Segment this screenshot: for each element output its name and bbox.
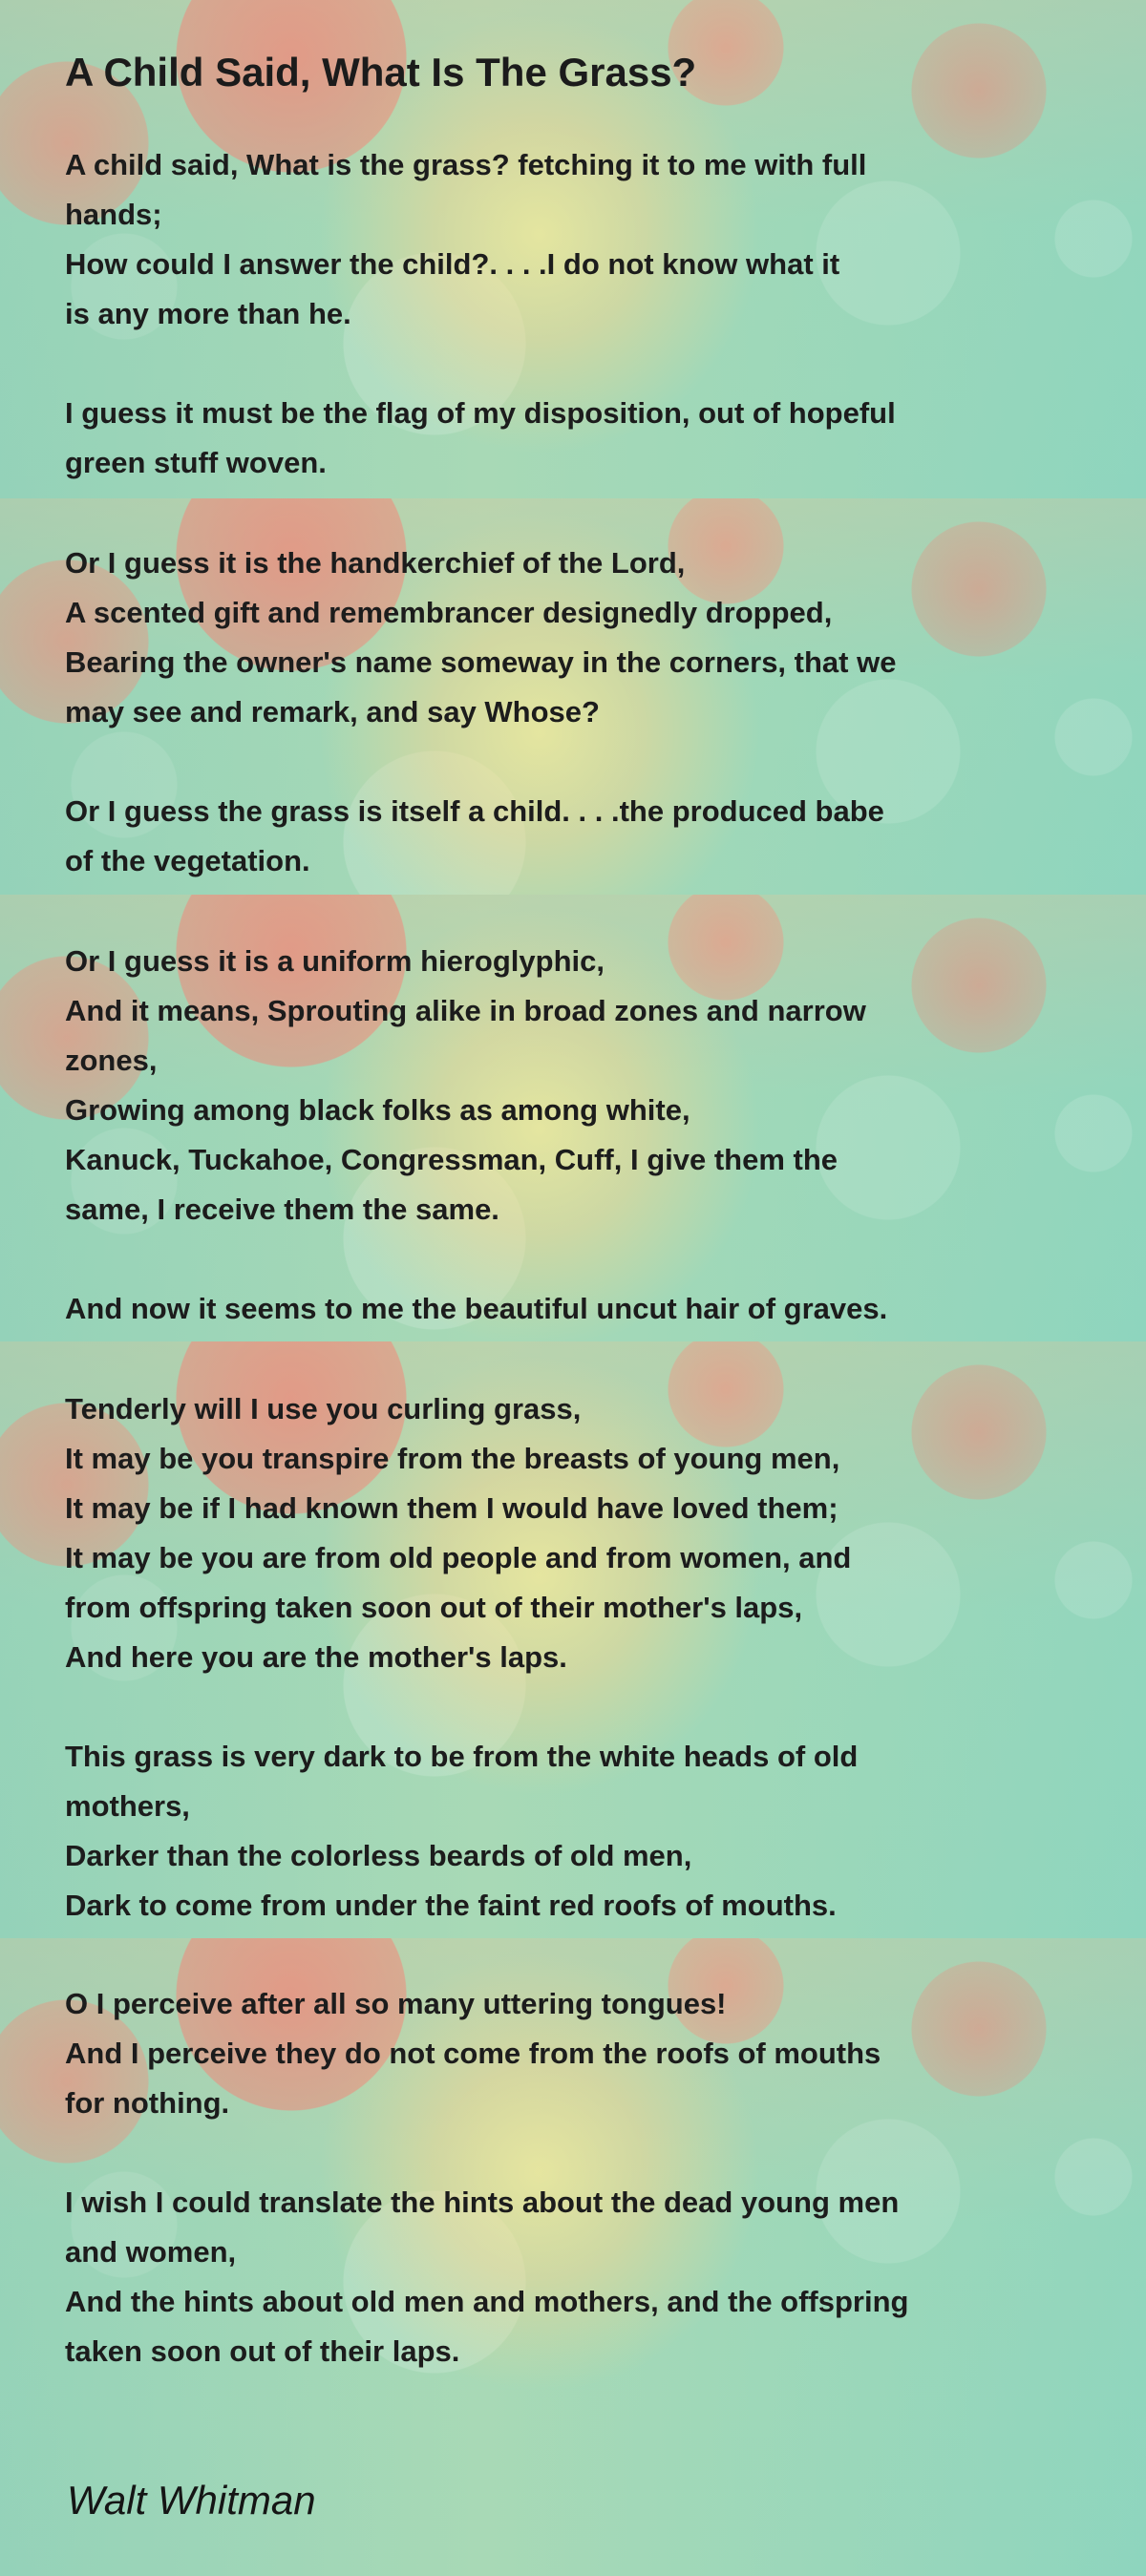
poem-line: It may be you transpire from the breasts of young men, [65,1442,840,1475]
stanza [65,389,1077,488]
poem-line: Dark to come from under the faint red roofs of mouths. [65,1889,837,1922]
stanza [65,1732,1077,1931]
poem-line: And here you are the mother's laps. [65,1640,567,1674]
poem-line: And it means, Sprouting alike in broad zones and narrow [65,994,866,1027]
stanza [65,1284,1077,1334]
poem-line: of the vegetation. [65,844,310,877]
poem-line: Or I guess the grass is itself a child. . . .the produced babe [65,794,884,828]
stanza [65,1384,1077,1682]
stanza [65,140,1077,339]
stanza [65,538,1077,737]
poem-line: same, I receive them the same. [65,1193,499,1226]
author-name: Walt Whitman [67,2478,316,2523]
poem-line: from offspring taken soon out of their mother's laps, [65,1591,803,1624]
poem-line: Or I guess it is a uniform hieroglyphic, [65,944,605,978]
poem-line: This grass is very dark to be from the white heads of old [65,1740,859,1773]
poem-line: Or I guess it is the handkerchief of the Lord, [65,546,686,580]
poem-line: How could I answer the child?. . . .I do not know what it [65,247,840,281]
poem-line: I wish I could translate the hints about the dead young men [65,2185,900,2219]
stanza [65,1979,1077,2128]
poem-line: I guess it must be the flag of my disposition, out of hopeful [65,396,896,430]
stanza [65,2178,1077,2376]
poem-line: zones, [65,1044,158,1077]
poem-line: taken soon out of their laps. [65,2334,460,2368]
poem-line: It may be you are from old people and from women, and [65,1541,852,1574]
poem-line: hands; [65,198,162,231]
poem-line: is any more than he. [65,297,351,330]
poem-line: A scented gift and remembrancer designedly dropped, [65,596,833,629]
poem-line: may see and remark, and say Whose? [65,695,600,728]
poem-line: Darker than the colorless beards of old men, [65,1839,692,1872]
poem-line: And I perceive they do not come from the roofs of mouths [65,2037,881,2070]
poem-line: Tenderly will I use you curling grass, [65,1392,582,1425]
poem-line: mothers, [65,1789,190,1823]
poem-line: O I perceive after all so many uttering tongues! [65,1987,727,2020]
poem-line: green stuff woven. [65,446,327,479]
poem-line: Kanuck, Tuckahoe, Congressman, Cuff, I give them the [65,1143,838,1176]
stanza [65,937,1077,1235]
poem-line: It may be if I had known them I would have loved them; [65,1491,838,1525]
poem-line: Growing among black folks as among white, [65,1093,690,1127]
poem-line: And the hints about old men and mothers, and the offspring [65,2285,909,2318]
poem-line: And now it seems to me the beautiful uncut hair of graves. [65,1292,888,1325]
poem-title: A Child Said, What Is The Grass? [65,50,697,95]
poem-line: Bearing the owner's name someway in the corners, that we [65,645,897,679]
poem-line: A child said, What is the grass? fetching it to me with full [65,148,867,181]
stanza [65,787,1077,886]
poem-line: for nothing. [65,2086,230,2120]
poem-line: and women, [65,2235,237,2269]
